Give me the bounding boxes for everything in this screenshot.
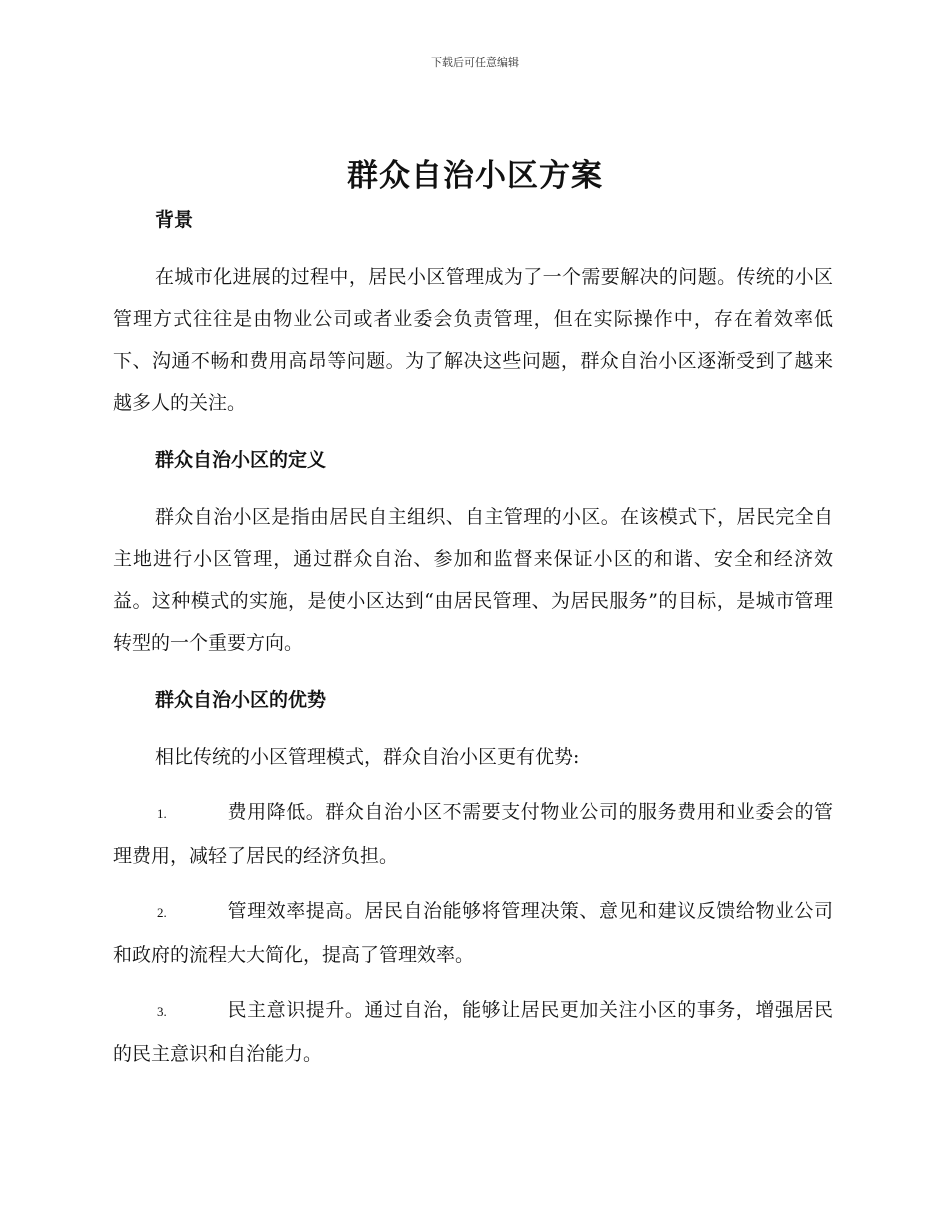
section-heading-definition: 群众自治小区的定义 xyxy=(155,449,327,471)
advantage-item-number: 1. xyxy=(157,806,167,821)
section-paragraph-background: 在城市化进展的过程中，居民小区管理成为了一个需要解决的问题。传统的小区管理方式往往是由物业公司或者业委会负责管理，但在实际操作中，存在着效率低下、沟通不畅和费用高昂等问题。为了解决这些问题，群众自治小区逐渐受到了越来越多人的关注。 xyxy=(113,266,833,414)
advantage-item-text: 管理效率提高。居民自治能够将管理决策、意见和建议反馈给物业公司和政府的流程大大简化，提高了管理效率。 xyxy=(113,900,833,966)
advantage-item-text: 民主意识提升。通过自治，能够让居民更加关注小区的事务，增强居民的民主意识和自治能力。 xyxy=(113,999,833,1065)
advantage-item-number: 3. xyxy=(157,1004,167,1019)
document-body xyxy=(113,204,833,1075)
section-heading-advantages: 群众自治小区的优势 xyxy=(155,689,327,711)
advantage-item xyxy=(113,989,833,1075)
advantage-item xyxy=(113,890,833,976)
section-paragraph-definition: 群众自治小区是指由居民自主组织、自主管理的小区。在该模式下，居民完全自主地进行小区管理，通过群众自治、参加和监督来保证小区的和谐、安全和经济效益。这种模式的实施，是使小区达到“由居民管理、为居民服务”的目标，是城市管理转型的一个重要方向。 xyxy=(113,506,833,654)
document-title: 群众自治小区方案 xyxy=(347,158,603,194)
advantage-item-number: 2. xyxy=(157,905,167,920)
advantage-item-text: 费用降低。群众自治小区不需要支付物业公司的服务费用和业委会的管理费用，减轻了居民的经济负担。 xyxy=(113,801,833,867)
section-heading-background: 背景 xyxy=(155,209,194,231)
section-paragraph-advantages-intro: 相比传统的小区管理模式，群众自治小区更有优势: xyxy=(155,746,580,768)
advantage-item xyxy=(113,791,833,877)
header-note: 下载后可任意编辑 xyxy=(431,56,519,69)
